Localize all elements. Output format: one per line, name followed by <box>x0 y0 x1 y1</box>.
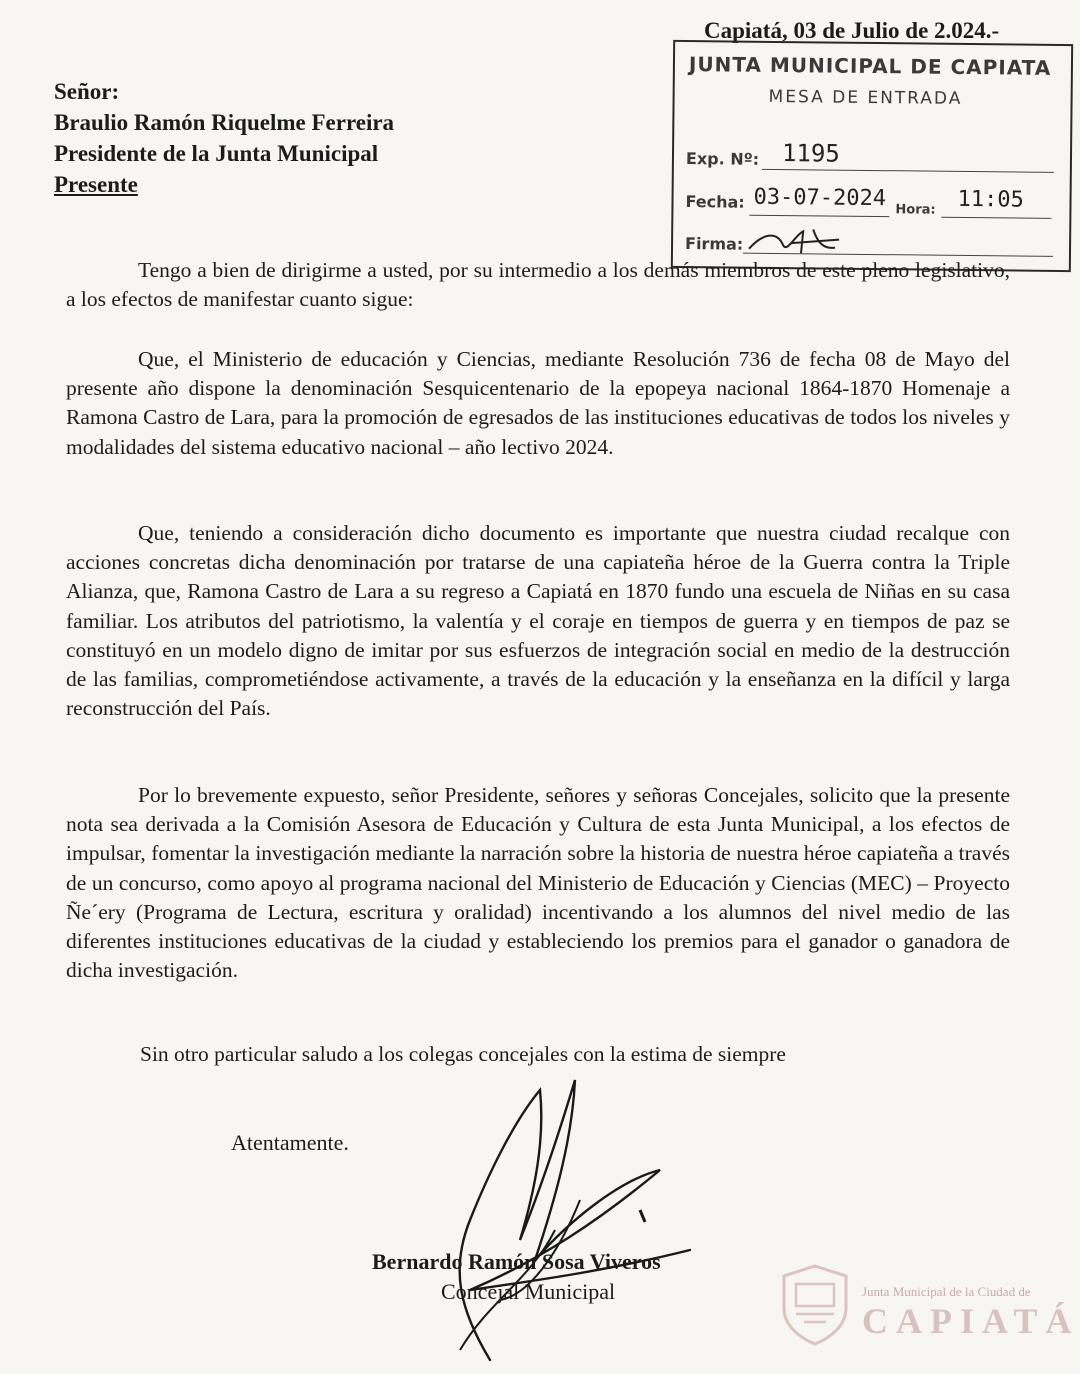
closing-phrase: Atentamente. <box>231 1130 349 1155</box>
paragraph-resolucion <box>66 345 1010 462</box>
stamp-fecha-line <box>749 215 889 217</box>
signer-name: Bernardo Ramón Sosa Viveros <box>372 1249 661 1274</box>
paragraph-solicitud <box>66 781 1010 985</box>
stamp-exp-line <box>762 169 1054 173</box>
paragraph-text: Tengo a bien de dirigirme a usted, por su intermedio a los demás miembros de este pleno legislativo, a los efectos de manifestar cuanto sigue: <box>66 258 1010 312</box>
salutation: Señor: <box>54 79 120 104</box>
stamp-exp-value: 1195 <box>781 139 840 168</box>
document-date: Capiatá, 03 de Julio de 2.024.- <box>704 18 1000 43</box>
watermark-caption: Junta Municipal de la Ciudad de <box>862 1284 1031 1299</box>
paragraph-text: Que, teniendo a consideración dicho documento es importante que nuestra ciudad recalque con acciones concretas dicha denominación por tratarse de una capiateña héroe de la Guerra contra la Triple Alianza, que, Ramona Castro de Lara a su regreso a Capiatá en 1870 fundo una escuela de Niñas en su casa familiar. Los atributos del patriotismo, la valentía y el coraje en tiempos de guerra y en tiempos de paz se constituyó en un modelo digno de imitar por sus esfuerzos de integración social en medio de la destrucción de las familias, comprometiéndose activamente, a través de la educación y la enseñanza en la difícil y larga reconstrucción del País. <box>66 521 1010 721</box>
stamp-fecha-value: 03-07-2024 <box>753 184 887 212</box>
stamp-fecha-label: Fecha: <box>685 192 745 212</box>
addressee-block <box>54 76 394 200</box>
watermark-title: CAPIATÁ <box>862 1301 1080 1341</box>
stamp-hora-line <box>941 217 1051 219</box>
reception-stamp <box>671 40 1073 272</box>
stamp-dept: MESA DE ENTRADA <box>768 86 963 109</box>
addressee-name: Braulio Ramón Riquelme Ferreira <box>54 110 395 135</box>
stamp-initials-icon <box>743 223 853 260</box>
stamp-hora-label: Hora: <box>895 202 936 218</box>
stamp-hora-value: 11:05 <box>957 186 1024 213</box>
stamp-firma-label: Firma: <box>684 234 744 254</box>
signer-role: Concejal Municipal <box>441 1279 616 1304</box>
paragraph-intro <box>66 256 1010 314</box>
stamp-exp-label: Exp. Nº: <box>685 149 760 169</box>
presente-label: Presente <box>54 172 138 197</box>
paragraph-text: Por lo brevemente expuesto, señor Presidente, señores y señoras Concejales, solicito que la presente nota sea derivada a la Comisión Asesora de Educación y Cultura de esta Junta Municipal, a los efectos de impulsar, fomentar la investigación mediante la narración sobre la historia de nuestra héroe capiateña a través de un concurso, como apoyo al programa nacional del Ministerio de Educación y Ciencias (MEC) – Proyecto Ñe´ery (Programa de Lectura, escritura y oralidad) incentivando a los alumnos del nivel medio de las diferentes instituciones educativas de la ciudad y estableciendo los premios para el ganador o ganadora de dicha investigación. <box>66 783 1010 983</box>
paragraph-text: Que, el Ministerio de educación y Ciencias, mediante Resolución 736 de fecha 08 de Mayo del presente año dispone la denominación Sesquicentenario de la epopeya nacional 1864-1870 Homenaje a Ramona Castro de Lara, para la promoción de egresados de las instituciones educativas de todos los niveles y modalidades del sistema educativo nacional – año lectivo 2024. <box>66 347 1010 459</box>
handwritten-signature-icon <box>340 1050 700 1374</box>
paragraph-text: Sin otro particular saludo a los colegas concejales con la estima de siempre <box>140 1042 786 1066</box>
addressee-title: Presidente de la Junta Municipal <box>54 141 379 166</box>
municipal-seal-icon <box>778 1262 852 1346</box>
paragraph-consideracion <box>66 519 1010 723</box>
stamp-org: JUNTA MUNICIPAL DE CAPIATA <box>688 52 1052 80</box>
